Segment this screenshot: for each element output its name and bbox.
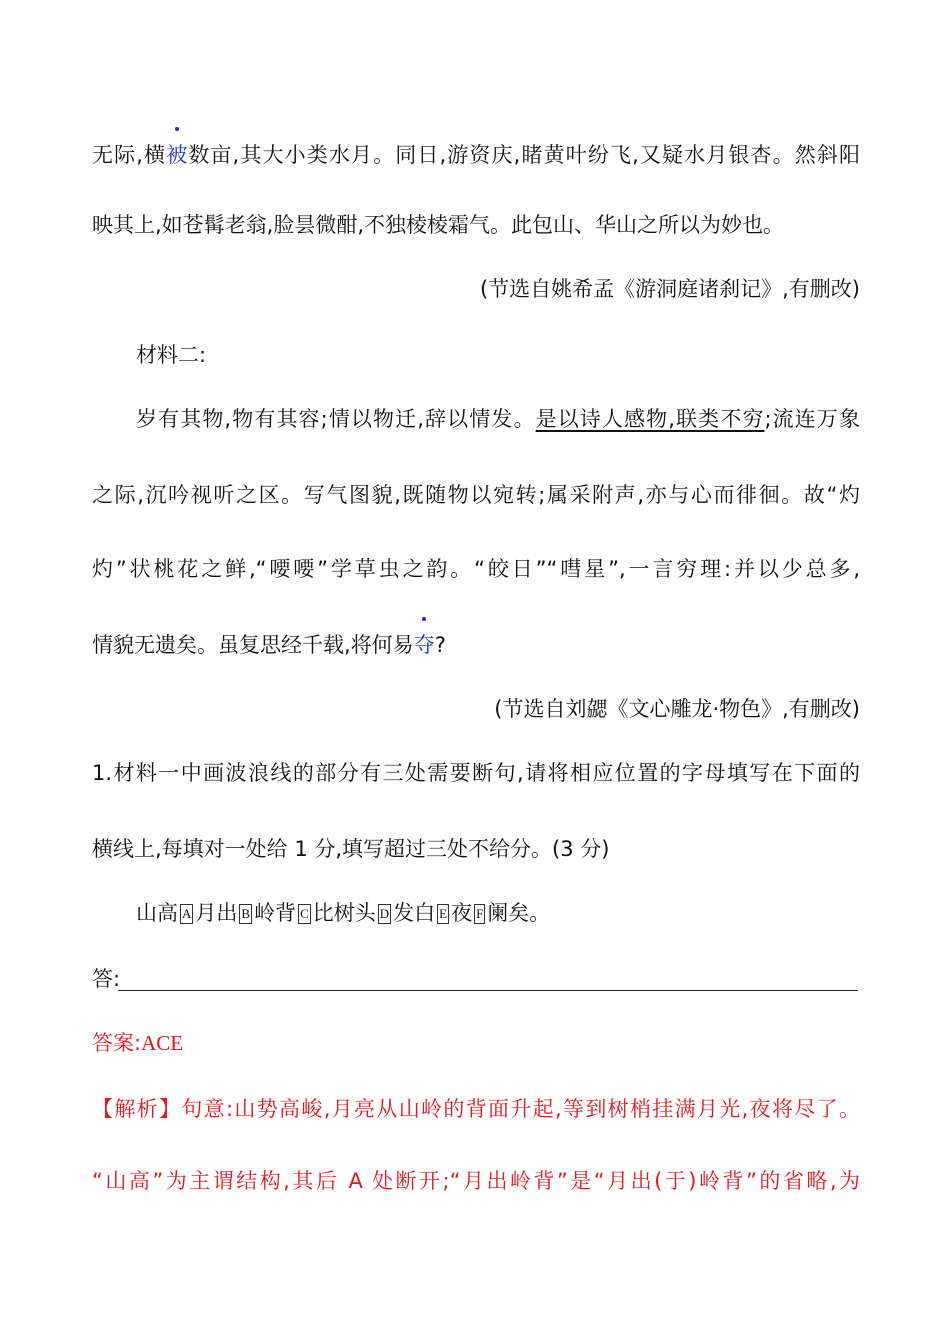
material2-line1: [136, 404, 860, 434]
analysis-line2: “山高”为主谓结构,其后 A 处断开;“月出岭背”是“月出(于)岭背”的省略,为: [92, 1169, 860, 1193]
material1-line1: [92, 140, 860, 170]
text-span: 数亩,其大小类水月。同日,游资庆,睹黄叶纷飞,又疑水月银杏。然斜阳: [188, 143, 860, 167]
question1-sentence: [136, 898, 860, 928]
material2-line4: [92, 630, 860, 660]
analysis-line1: 【解析】句意:山势高峻,月亮从山岭的背面升起,等到树梢挂满月光,夜将尽了。: [92, 1097, 860, 1121]
text-span: 岁有其物,物有其容;情以物迁,辞以情发。: [136, 407, 536, 431]
material2-line2: 之际,沉吟视听之区。写气图貌,既随物以宛转;属采附声,亦与心而徘徊。故“灼: [92, 483, 860, 507]
emphasized-char: 夺: [413, 633, 435, 657]
sentence-segment: 阑矣。: [487, 901, 551, 925]
underlined-phrase: 是以诗人感物,联类不穷: [535, 407, 765, 431]
answer-line[interactable]: [118, 990, 858, 991]
letter-box-d: D: [378, 904, 391, 924]
letter-box-b: B: [239, 904, 252, 924]
material1-line2: 映其上,如苍髯老翁,脸昙微酣,不独棱棱霜气。此包山、华山之所以为妙也。: [92, 213, 785, 237]
material2-line3: 灼”状桃花之鲜,“喓喓”学草虫之韵。“皎日”“嘒星”,一言穷理:并以少总多,: [92, 557, 860, 581]
emphasized-char: 被: [166, 143, 189, 167]
answer-label: 答:: [92, 967, 121, 991]
material2-source: (节选自刘勰《文心雕龙·物色》,有删改): [494, 697, 860, 721]
text-span: 情貌无遗矣。虽复思经千载,将何易: [92, 633, 414, 657]
question1-line1: 1.材料一中画波浪线的部分有三处需要断句,请将相应位置的字母填写在下面的: [92, 761, 860, 785]
answer-key-value: ACE: [141, 1031, 184, 1055]
text-span: 无际,横: [92, 143, 167, 167]
sentence-segment: 岭背: [254, 901, 297, 925]
text-span: ;流连万象: [764, 407, 860, 431]
sentence-segment: 山高: [136, 901, 178, 925]
question1-line2: 横线上,每填对一处给 1 分,填写超过三处不给分。(3 分): [92, 837, 610, 861]
answer-key: [92, 1028, 860, 1058]
letter-box-a: A: [180, 904, 193, 924]
material2-heading: 材料二:: [136, 343, 207, 367]
answer-key-label: 答案:: [92, 1031, 142, 1055]
letter-box-f: F: [474, 904, 485, 924]
sentence-segment: 比树头: [312, 901, 376, 925]
sentence-segment: 夜: [451, 901, 473, 925]
letter-box-c: C: [298, 904, 311, 924]
material1-source: (节选自姚希孟《游洞庭诸刹记》,有删改): [479, 277, 860, 301]
sentence-segment: 发白: [393, 901, 436, 925]
sentence-segment: 月出: [195, 901, 238, 925]
text-span: ?: [434, 633, 446, 657]
letter-box-e: E: [437, 904, 449, 924]
